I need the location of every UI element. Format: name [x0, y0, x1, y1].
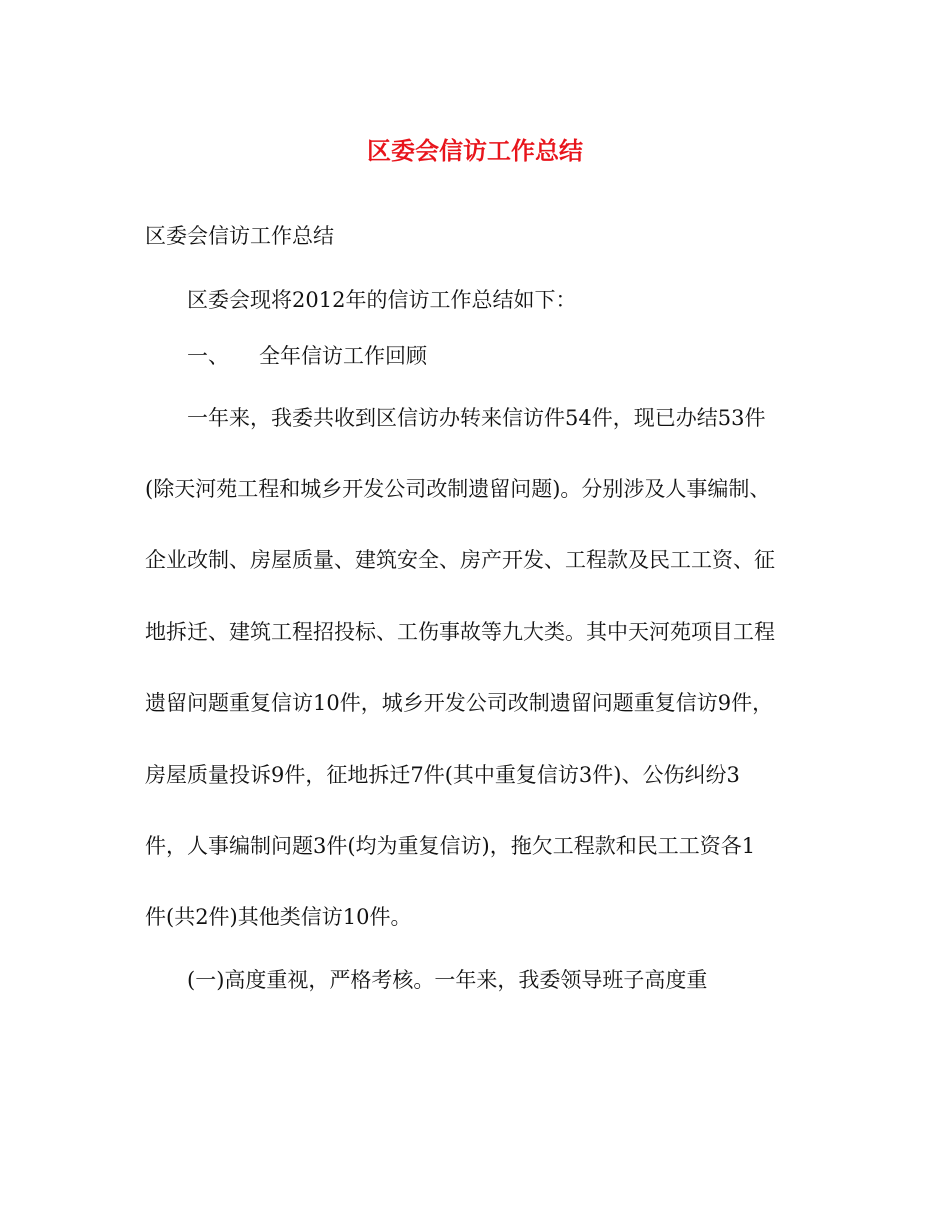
- paragraph-line: 件，人事编制问题3件(均为重复信访)，拖欠工程款和民工工资各1: [145, 834, 756, 858]
- paragraph-line: 件(共2件)其他类信访10件。: [145, 905, 412, 929]
- document-title: 区委会信访工作总结: [367, 136, 583, 165]
- section-number: 一、: [187, 344, 229, 368]
- paragraph-line: (一)高度重视，严格考核。一年来，我委领导班子高度重: [187, 968, 708, 992]
- paragraph-line: 地拆迁、建筑工程招投标、工伤事故等九大类。其中天河苑项目工程: [145, 620, 775, 644]
- paragraph-line: 房屋质量投诉9件，征地拆迁7件(其中重复信访3件)、公伤纠纷3: [145, 763, 740, 787]
- document-subtitle: 区委会信访工作总结: [145, 224, 334, 248]
- section-title: 全年信访工作回顾: [259, 344, 427, 368]
- paragraph-line: 企业改制、房屋质量、建筑安全、房产开发、工程款及民工工资、征: [145, 548, 775, 572]
- section-heading-1: [145, 339, 847, 373]
- paragraph-line: 一年来，我委共收到区信访办转来信访件54件，现已办结53件: [187, 406, 766, 430]
- intro-paragraph: 区委会现将2012年的信访工作总结如下：: [187, 288, 577, 312]
- paragraph-line: 遗留问题重复信访10件，城乡开发公司改制遗留问题重复信访9件，: [145, 691, 774, 715]
- paragraph-line: (除天河苑工程和城乡开发公司改制遗留问题)。分别涉及人事编制、: [145, 477, 771, 501]
